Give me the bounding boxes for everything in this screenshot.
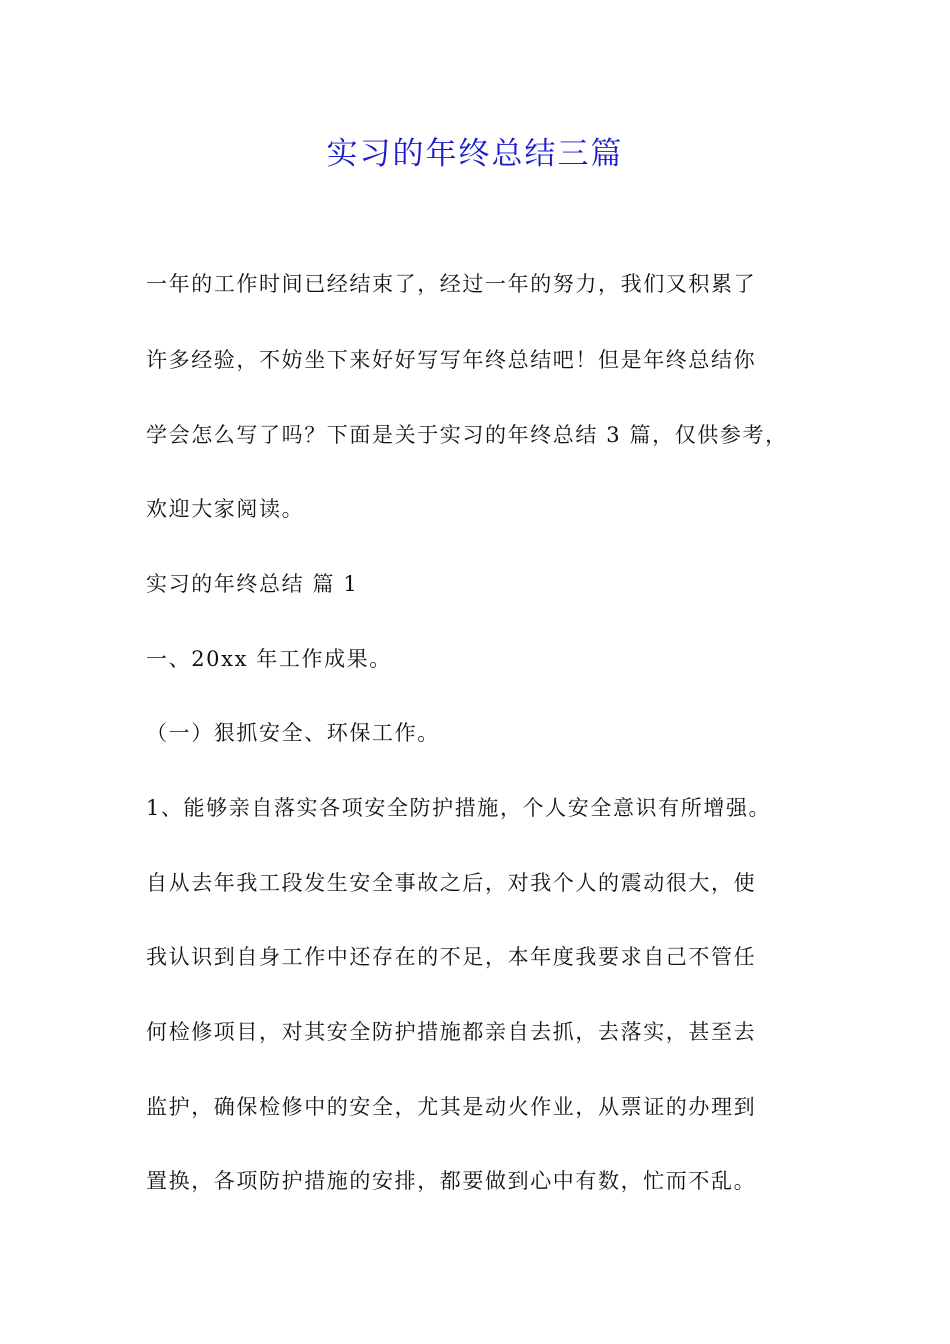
paragraph-line: 我认识到自身工作中还存在的不足，本年度我要求自己不管任	[146, 945, 757, 969]
subsection-heading: （一）狠抓安全、环保工作。	[146, 721, 440, 745]
subsection-heading: 一、20xx 年工作成果。	[146, 647, 392, 671]
paragraph-line: 欢迎大家阅读。	[146, 497, 305, 521]
paragraph-line: 学会怎么写了吗？下面是关于实习的年终总结 3 篇，仅供参考，	[146, 423, 788, 447]
paragraph-line: 自从去年我工段发生安全事故之后，对我个人的震动很大，使	[146, 871, 757, 895]
paragraph-line: 许多经验，不妨坐下来好好写写年终总结吧！但是年终总结你	[146, 348, 757, 372]
document-title: 实习的年终总结三篇	[326, 136, 624, 172]
paragraph-line: 监护，确保检修中的安全，尤其是动火作业，从票证的办理到	[146, 1095, 757, 1119]
paragraph-line: 一年的工作时间已经结束了，经过一年的努力，我们又积累了	[146, 272, 757, 296]
paragraph-line: 1、能够亲自落实各项安全防护措施，个人安全意识有所增强。	[146, 796, 772, 820]
paragraph-line: 何检修项目，对其安全防护措施都亲自去抓，去落实，甚至去	[146, 1020, 757, 1044]
paragraph-line: 置换，各项防护措施的安排，都要做到心中有数，忙而不乱。	[146, 1169, 757, 1193]
section-heading: 实习的年终总结 篇 1	[146, 572, 359, 596]
